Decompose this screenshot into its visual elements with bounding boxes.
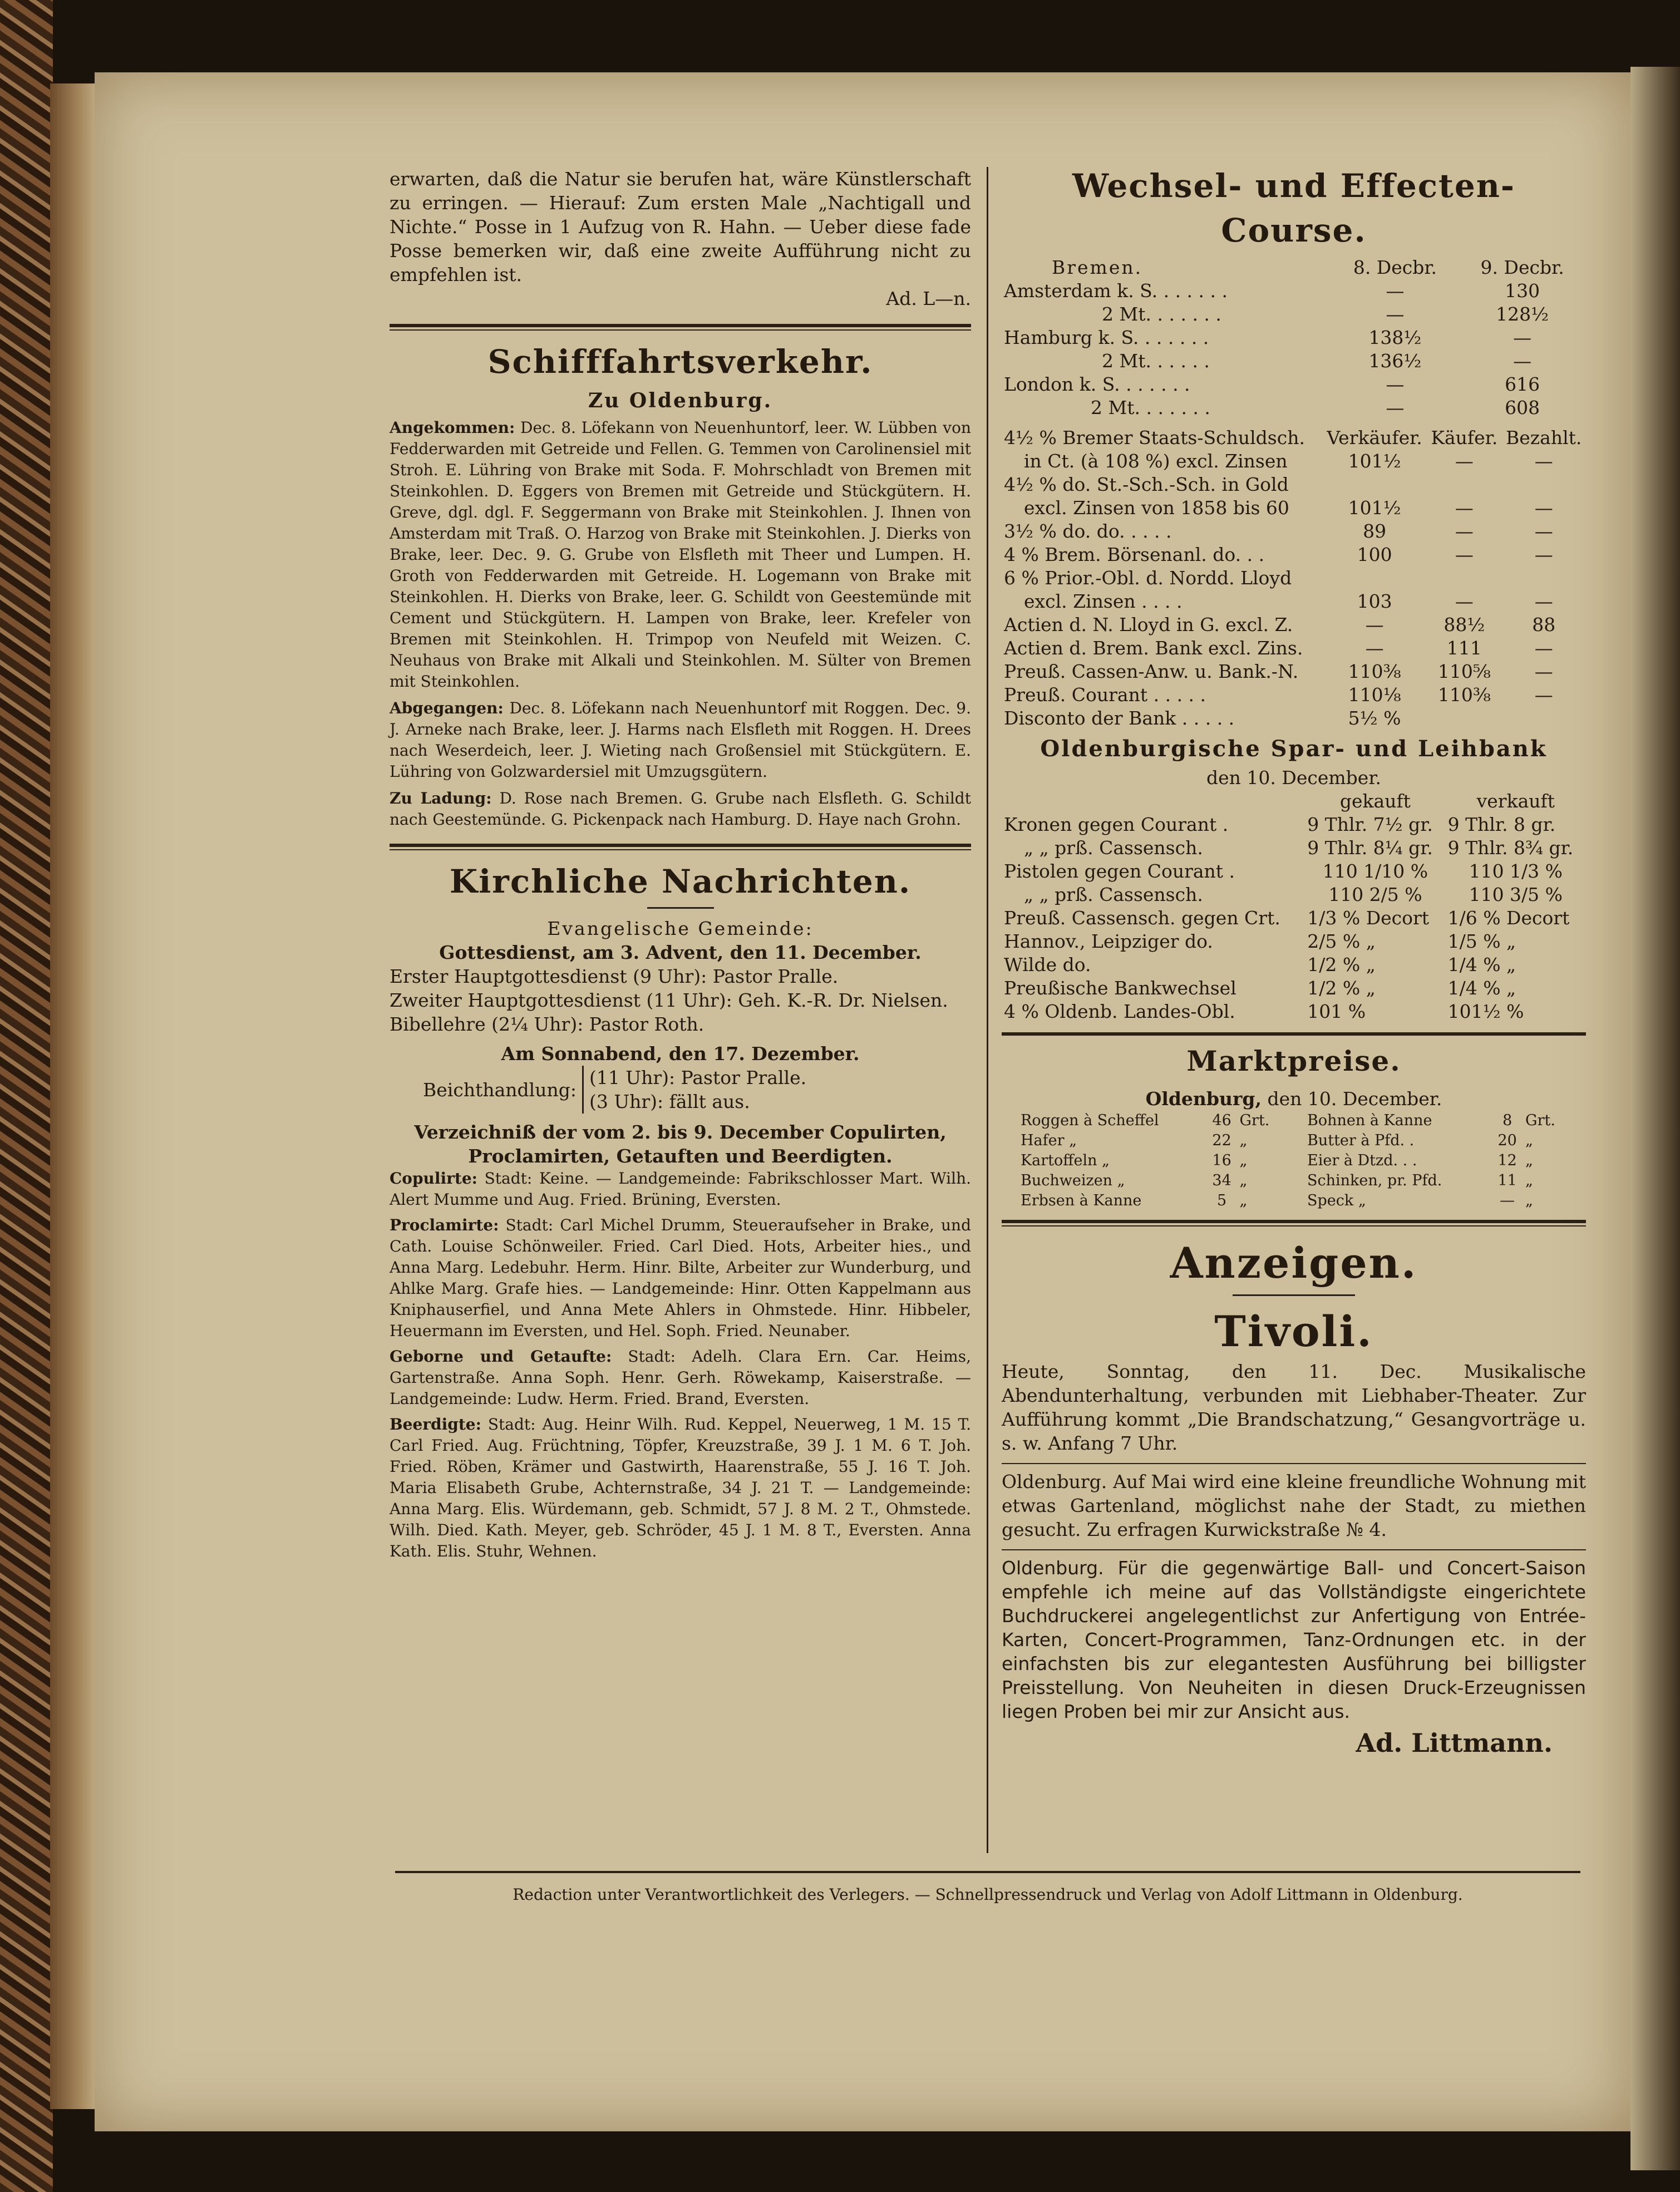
market-left-table — [1018, 1111, 1283, 1211]
tivoli-title: Tivoli. — [1214, 1307, 1373, 1356]
table-row: Preußische Bankwechsel 1/2 % „ 1/4 % „ — [1004, 977, 1516, 999]
tivoli-text: Heute, Sonntag, den 11. Dec. Musikalische Abendunterhaltung, verbunden mit Liebhaber-Theater. Zur Aufführung kommt „Die Brandschatzung,“ Gesangvorträge u. s. w. Anfang 7 Uhr. — [1002, 1361, 1586, 1454]
church-confession: Beichthandlung: (11 Uhr): Pastor Pralle. (3 Uhr): fällt aus. — [423, 1067, 807, 1112]
church-buried: Beerdigte: Stadt: Aug. Heinr Wilh. Rud. Keppel, Neuerweg, 1 M. 15 T. Carl Fried. Aug. Früchtning, Töpfer, Kreuzstraße, 39 J. 1 M. 6 T. Joh. Fried. Röben, Krämer und Gastwirth, Haarenstraße, 55 J. 16 T. Joh. Maria Elisabeth Grube, Achternstraße, 34 J. 21 T. — Landgemeinde: Anna Marg. Elis. Würdemann, geb. Schmidt, 57 J. 8 M. 2 T., Ohmstede. Wilh. Died. Kath. Meyer, geb. Schröder, 45 J. 1 M. 8 T., Eversten. Anna Kath. Elis. Stuhr, Wehnen. — [390, 1415, 971, 1560]
church-copulated: Copulirte: Stadt: Keine. — Landgemeinde: Fabrikschlosser Mart. Wilh. Alert Mumme und Aug. Fried. Brüning, Eversten. — [390, 1169, 971, 1209]
church-service-line: Zweiter Hauptgottesdienst (11 Uhr): Geh. K.-R. Dr. Nielsen. — [390, 989, 948, 1011]
table-row: Buchweizen „ 34 „ — [1021, 1172, 1248, 1189]
shipping-arrived: Angekommen: Dec. 8. Löfekann von Neuenhuntorf, leer. W. Lübben von Fedderwarden mit Getreide und Fellen. G. Temmen von Carolinensiel mit Stroh. E. Lühring von Brake mit Soda. F. Mohrschladt von Bremen mit Steinkohlen. D. Eggers von Bremen mit Getreide und Stückgütern. H. Greve, dgl. dgl. F. Seggermann von Brake mit Steinkohlen. J. Ihnen von Amsterdam mit Traß. O. Harzog von Brake mit Steinkohlen. J. Dierks von Brake, leer. Dec. 9. G. Grube von Elsfleth mit Theer und Lumpen. H. Groth von Fedderwarden mit Getreide. H. Logemann von Brake mit Steinkohlen. H. Dierks von Brake, leer. G. Schildt von Geestemünde mit Cement und Stückgütern. H. Lampen von Brake, leer. Krefeler von Bremen mit Steinkohlen. H. Trimpop von Neufeld mit Weizen. C. Neuhaus von Brake mit Alkali und Steinkohlen. M. Sülter von Bremen mit Steinkohlen. — [390, 418, 971, 691]
rent-ad: Oldenburg. Auf Mai wird eine kleine freundliche Wohnung mit etwas Gartenland, möglichst nahe der Stadt, zu miethen gesucht. Zu erfragen Kurwickstraße № 4. — [1002, 1471, 1586, 1540]
market-header: Oldenburg, den 10. December. — [1145, 1088, 1442, 1110]
table-row: Hannov., Leipziger do. 2/5 % „ 1/5 % „ — [1004, 930, 1516, 952]
imprint-footer: Redaction unter Verantwortlichkeit des Verlegers. — Schnellpressendruck und Verlag von Adolf Littmann in Oldenburg. — [395, 1871, 1580, 1904]
table-row: Preuß. Cassen-Anw. u. Bank.-N. 110⅜ 110⅝ — — [1004, 661, 1553, 682]
bank-date: den 10. December. — [1206, 767, 1381, 789]
table-row: 6 % Prior.-Obl. d. Nordd. Lloyd — [1004, 567, 1292, 589]
divider — [390, 324, 971, 327]
church-service-line: Bibellehre (2¼ Uhr): Pastor Roth. — [390, 1013, 704, 1035]
bond-table — [1002, 426, 1586, 730]
table-row: 2 Mt. . . . . . . — 128½ — [1102, 303, 1549, 325]
church-born: Geborne und Getaufte: Stadt: Adelh. Clara Ern. Car. Heims, Gartenstraße. Anna Soph. Henr. Gerh. Röwekamp, Kaiserstraße. — Landgemeinde: Ludw. Herm. Fried. Brand, Eversten. — [390, 1347, 972, 1408]
table-row: excl. Zinsen . . . . 103 — — — [1024, 590, 1553, 612]
table-row: Amsterdam k. S. . . . . . . — 130 — [1004, 280, 1540, 302]
table-row: 2 Mt. . . . . . . — 608 — [1091, 397, 1540, 418]
table-row: Eier à Dtzd. . . 12 „ — [1307, 1152, 1534, 1169]
table-row: Disconto der Bank . . . . . 5½ % — [1004, 707, 1401, 729]
table-row: 4½ % do. St.-Sch.-Sch. in Gold — [1004, 474, 1289, 495]
table-row: Pistolen gegen Courant . 110 1/10 % 110 1/3 % — [1004, 860, 1563, 882]
shipping-departed: Abgegangen: Dec. 8. Löfekann nach Neuenhuntorf mit Roggen. Dec. 9. J. Arneke nach Brake, leer. J. Harms nach Elsfleth mit Roggen. H. Drees nach Weserdeich, leer. J. Wieting nach Großensiel mit Stückgütern. E. Lühring von Golzwardersiel mit Umzugsgütern. — [390, 699, 971, 781]
table-row: Wilde do. 1/2 % „ 1/4 % „ — [1004, 954, 1516, 976]
table-row: excl. Zinsen von 1858 bis 60 101½ — — — [1024, 497, 1553, 519]
theater-review-tail: erwarten, daß die Natur sie berufen hat, wäre Künstlerschaft zu erringen. — Hierauf: Zum ersten Male „Nachtigall und Nichte.“ Posse in 1 Aufzug von R. Hahn. — Ueber diese fade Posse bemerken wir, daß eine zweite Aufführung nicht zu empfehlen ist. — [390, 168, 971, 285]
table-row: Schinken, pr. Pfd. 11 „ — [1307, 1172, 1534, 1189]
market-prices — [1002, 1111, 1586, 1211]
table-row: „ „ prß. Cassensch. 9 Thlr. 8¼ gr. 9 Thlr. 8¾ gr. — [1024, 837, 1574, 859]
table-row: 3½ % do. do. . . . . 89 — — — [1004, 520, 1553, 542]
table-row: Hafer „ 22 „ — [1021, 1132, 1248, 1149]
table-row: 2 Mt. . . . . . 136½ — — [1102, 350, 1532, 372]
market-title: Marktpreise. — [1186, 1045, 1401, 1077]
table-row: Preuß. Cassensch. gegen Crt. 1/3 % Decort 1/6 % Decort — [1004, 907, 1570, 929]
table-row: Hamburg k. S. . . . . . . 138½ — — [1004, 327, 1532, 348]
right-column — [1002, 167, 1586, 1762]
table-row: Actien d. Brem. Bank excl. Zins. — 111 — — [1004, 637, 1553, 659]
table-row: Butter à Pfd. . 20 „ — [1307, 1132, 1534, 1149]
table-row: Speck „ — „ — [1307, 1192, 1534, 1209]
divider — [1002, 1220, 1586, 1223]
bank-table — [1002, 790, 1586, 1023]
book-cover-edge — [0, 0, 53, 2192]
ads-title: Anzeigen. — [1170, 1238, 1418, 1288]
table-row: 4½ % Bremer Staats-Schuldsch. Verkäufer. Käufer. Bezahlt. — [1004, 427, 1582, 449]
table-row: Preuß. Courant . . . . . 110⅛ 110⅜ — — [1004, 684, 1553, 706]
church-title: Kirchliche Nachrichten. — [449, 863, 912, 900]
table-row: Kronen gegen Courant . 9 Thlr. 7½ gr. 9 Thlr. 8 gr. — [1004, 814, 1556, 835]
shipping-loading: Zu Ladung: D. Rose nach Bremen. G. Grube nach Elsfleth. G. Schildt nach Geestemünde. G. Pickenpack nach Hamburg. D. Haye nach Grohn. — [390, 789, 971, 829]
table-row: Actien d. N. Lloyd in G. excl. Z. — 88½ 88 — [1004, 614, 1556, 636]
church-congregation: Evangelische Gemeinde: — [547, 918, 814, 939]
table-row: London k. S. . . . . . . — 616 — [1004, 373, 1540, 395]
column-rule — [987, 167, 988, 1853]
shipping-title: Schifffahrtsverkehr. — [487, 343, 873, 381]
table-row: Roggen à Scheffel 46 Grt. — [1021, 1112, 1270, 1129]
print-ad: Oldenburg. Für die gegenwärtige Ball- und Concert-Saison empfehle ich meine auf das Vollständigste eingerichtete Buchdruckerei angelegentlichst zur Anfertigung von Entrée-Karten, Concert-Programmen, Tanz-Ordnungen etc. in der einfachsten bis zur elegantesten Ausführung bei billigster Preisstellung. Von Neuheiten in diesen Druck-Erzeugnissen liegen Proben bei mir zur Ansicht aus. — [1002, 1557, 1586, 1722]
table-row: Bohnen à Kanne 8 Grt. — [1307, 1112, 1555, 1129]
divider — [390, 844, 971, 847]
page-curl — [1630, 67, 1680, 2170]
exchange-table — [1002, 256, 1586, 420]
church-proclaimed: Proclamirte: Stadt: Carl Michel Drumm, Steueraufseher in Brake, und Cath. Louise Schönweiler. Fried. Carl Died. Hots, Arbeiter hies., und Anna Marg. Ledebuhr. Herm. Hinr. Bilte, Arbeiter zur Wunderburg, und Ahlke Marg. Grafe hies. — Landgemeinde: Hinr. Otten Kappelmann aus Kniphauserfiel, und Anna Mete Ahlers in Ohmstede. Hinr. Hibbeler, Heuermann im Eversten, und Hel. Soph. Fried. Neunaber. — [390, 1216, 971, 1340]
church-saturday-head: Am Sonnabend, den 17. Dezember. — [501, 1043, 860, 1065]
church-register-head: Verzeichniß der vom 2. bis 9. December Copulirten, Proclamirten, Getauften und Beerdigten. — [414, 1121, 947, 1167]
bank-title: Oldenburgische Spar- und Leihbank — [1040, 736, 1548, 762]
theater-signature: Ad. L—n. — [886, 288, 971, 309]
left-column — [390, 167, 971, 1562]
church-service-line: Erster Hauptgottesdienst (9 Uhr): Pastor Pralle. — [390, 966, 839, 987]
table-row: Erbsen à Kanne 5 „ — [1021, 1192, 1248, 1209]
table-row: Kartoffeln „ 16 „ — [1021, 1152, 1248, 1169]
table-row: 4 % Brem. Börsenanl. do. . . 100 — — — [1004, 544, 1553, 565]
shipping-place: Zu Oldenburg. — [588, 389, 773, 412]
market-right-table — [1305, 1111, 1569, 1211]
table-row: in Ct. (à 108 %) excl. Zinsen 101½ — — — [1024, 450, 1553, 472]
print-signature: Ad. Littmann. — [1356, 1728, 1553, 1758]
table-row: Bremen. 8. Decbr. 9. Decbr. — [1052, 257, 1564, 278]
table-row: 4 % Oldenb. Landes-Obl. 101 % 101½ % — [1004, 1001, 1524, 1022]
exchange-title: Wechsel- und Effecten-Course. — [1072, 167, 1515, 249]
divider — [1002, 1032, 1586, 1036]
table-row: „ „ prß. Cassensch. 110 2/5 % 110 3/5 % — [1024, 884, 1563, 905]
church-service-head: Gottesdienst, am 3. Advent, den 11. December. — [439, 942, 922, 963]
table-row: gekauft verkauft — [1339, 790, 1555, 812]
